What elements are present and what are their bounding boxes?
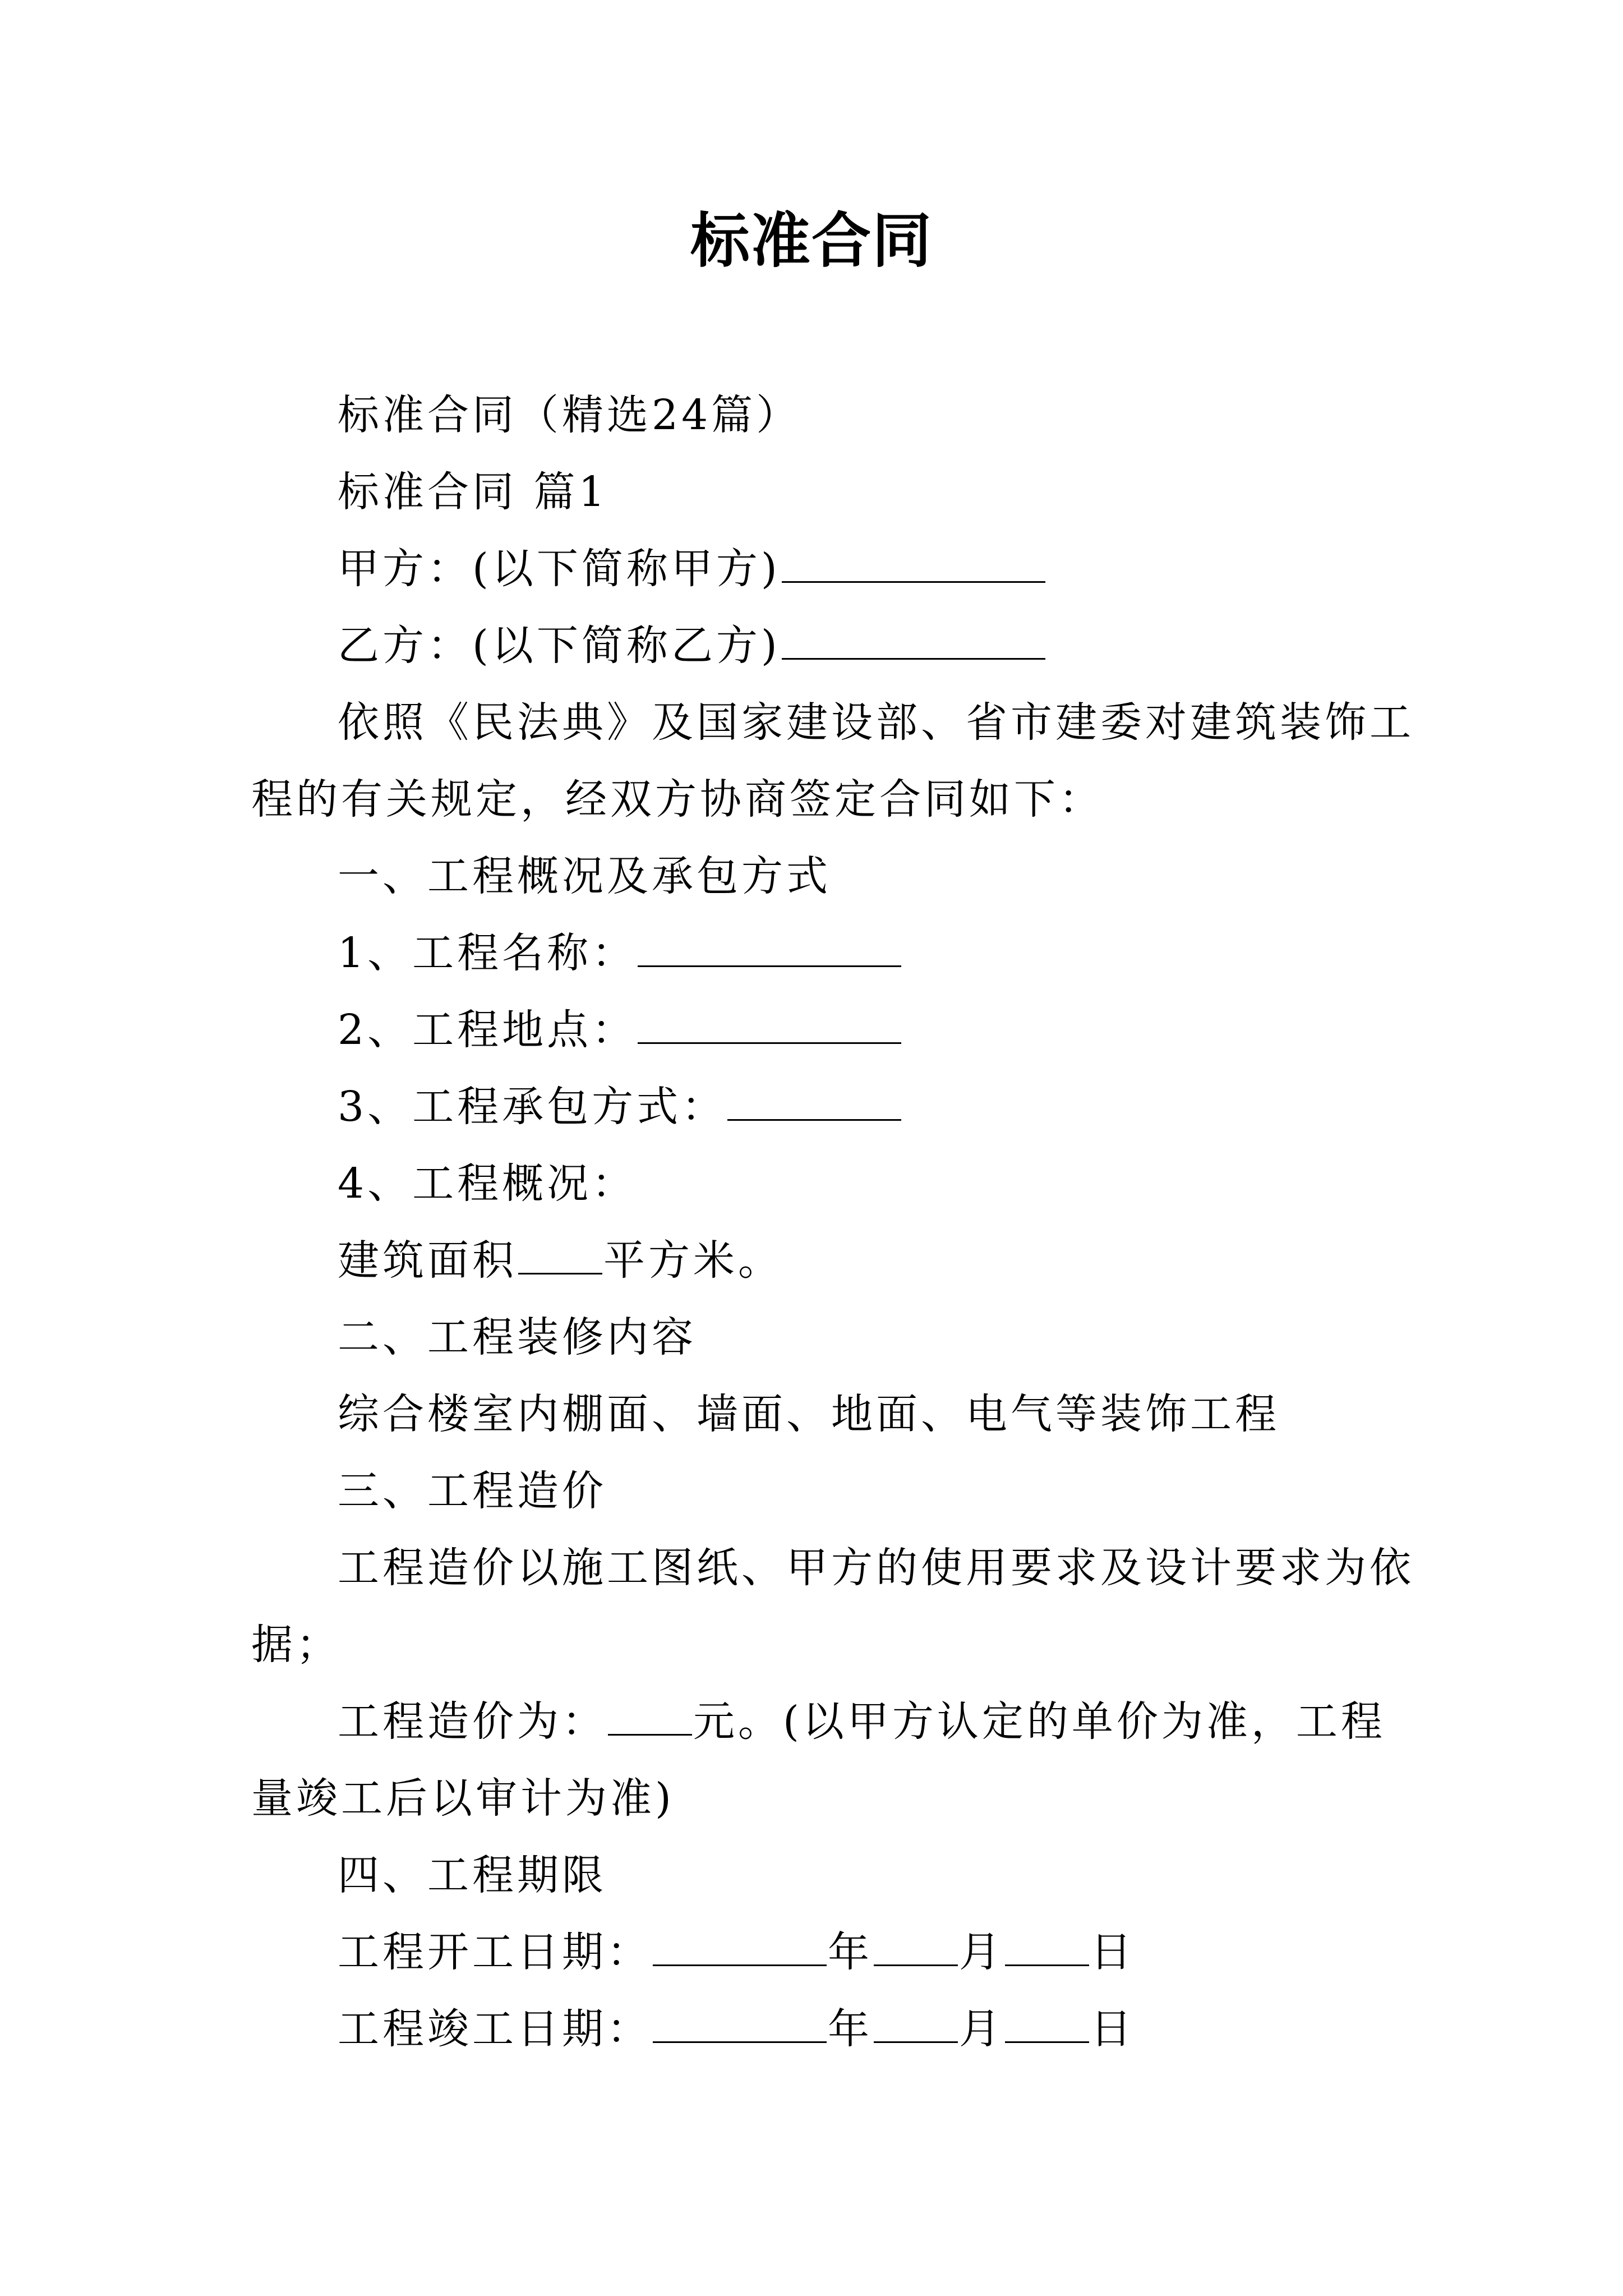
section-heading: 四、工程期限 [338, 1851, 607, 1899]
end-date-label: 工程竣工日期： [338, 2005, 652, 2053]
paragraph-line: 综合楼室内棚面、墙面、地面、电气等装饰工程 [338, 1390, 1280, 1438]
start-date-line [251, 1924, 1482, 1980]
end-date-line [251, 2001, 1482, 2057]
start-year-blank [653, 1924, 827, 1966]
contract-method-line [251, 1079, 1482, 1135]
project-cost-note: 元。(以甲方认定的单价为准，工程 [693, 1697, 1386, 1746]
section-heading: 一、工程概况及承包方式 [338, 852, 831, 900]
paragraph-line: 程的有关规定，经双方协商签定合同如下： [251, 775, 1104, 823]
project-cost-blank [608, 1694, 692, 1736]
building-area-unit: 平方米。 [603, 1236, 783, 1285]
section-heading: 二、工程装修内容 [338, 1313, 697, 1361]
project-overview-line: 4、工程概况： [338, 1159, 637, 1208]
day-label: 日 [1090, 2005, 1135, 2053]
end-day-blank [1005, 2001, 1089, 2043]
contract-method-blank [727, 1079, 901, 1121]
section-heading: 三、工程造价 [338, 1467, 607, 1515]
end-month-blank [874, 2001, 958, 2043]
party-a-line [251, 541, 1482, 597]
project-cost-label: 工程造价为： [338, 1697, 607, 1746]
paragraph-line: 工程造价以施工图纸、甲方的使用要求及设计要求为依 [338, 1544, 1414, 1592]
chapter-heading: 标准合同 篇1 [338, 468, 608, 516]
project-location-blank [638, 1002, 901, 1044]
start-day-blank [1005, 1924, 1089, 1966]
party-a-blank [782, 541, 1045, 583]
building-area-blank [518, 1232, 602, 1274]
project-name-line [251, 925, 1482, 981]
project-location-line [251, 1002, 1482, 1058]
month-label: 月 [959, 2005, 1004, 2053]
project-location-label: 2、工程地点： [338, 1006, 637, 1054]
building-area-label: 建筑面积 [338, 1236, 517, 1285]
project-cost-line [251, 1694, 1482, 1750]
document-title: 标准合同 [690, 206, 933, 275]
paragraph-line: 依照《民法典》及国家建设部、省市建委对建筑装饰工 [338, 698, 1414, 747]
paragraph-line: 据； [251, 1621, 341, 1669]
party-b-label: 乙方：(以下简称乙方) [338, 622, 781, 670]
project-name-blank [638, 925, 901, 967]
party-b-line [251, 618, 1482, 674]
month-label: 月 [959, 1928, 1004, 1976]
year-label: 年 [828, 1928, 873, 1976]
project-name-label: 1、工程名称： [338, 929, 637, 977]
building-area-line [251, 1232, 1482, 1289]
party-b-blank [782, 618, 1045, 660]
start-date-label: 工程开工日期： [338, 1928, 652, 1976]
start-month-blank [874, 1924, 958, 1966]
subtitle-line: 标准合同（精选24篇） [338, 391, 801, 439]
party-a-label: 甲方：(以下简称甲方) [338, 545, 781, 593]
contract-method-label: 3、工程承包方式： [338, 1083, 727, 1131]
paragraph-line: 量竣工后以审计为准) [251, 1774, 675, 1823]
day-label: 日 [1090, 1928, 1135, 1976]
year-label: 年 [828, 2005, 873, 2053]
end-year-blank [653, 2001, 827, 2043]
